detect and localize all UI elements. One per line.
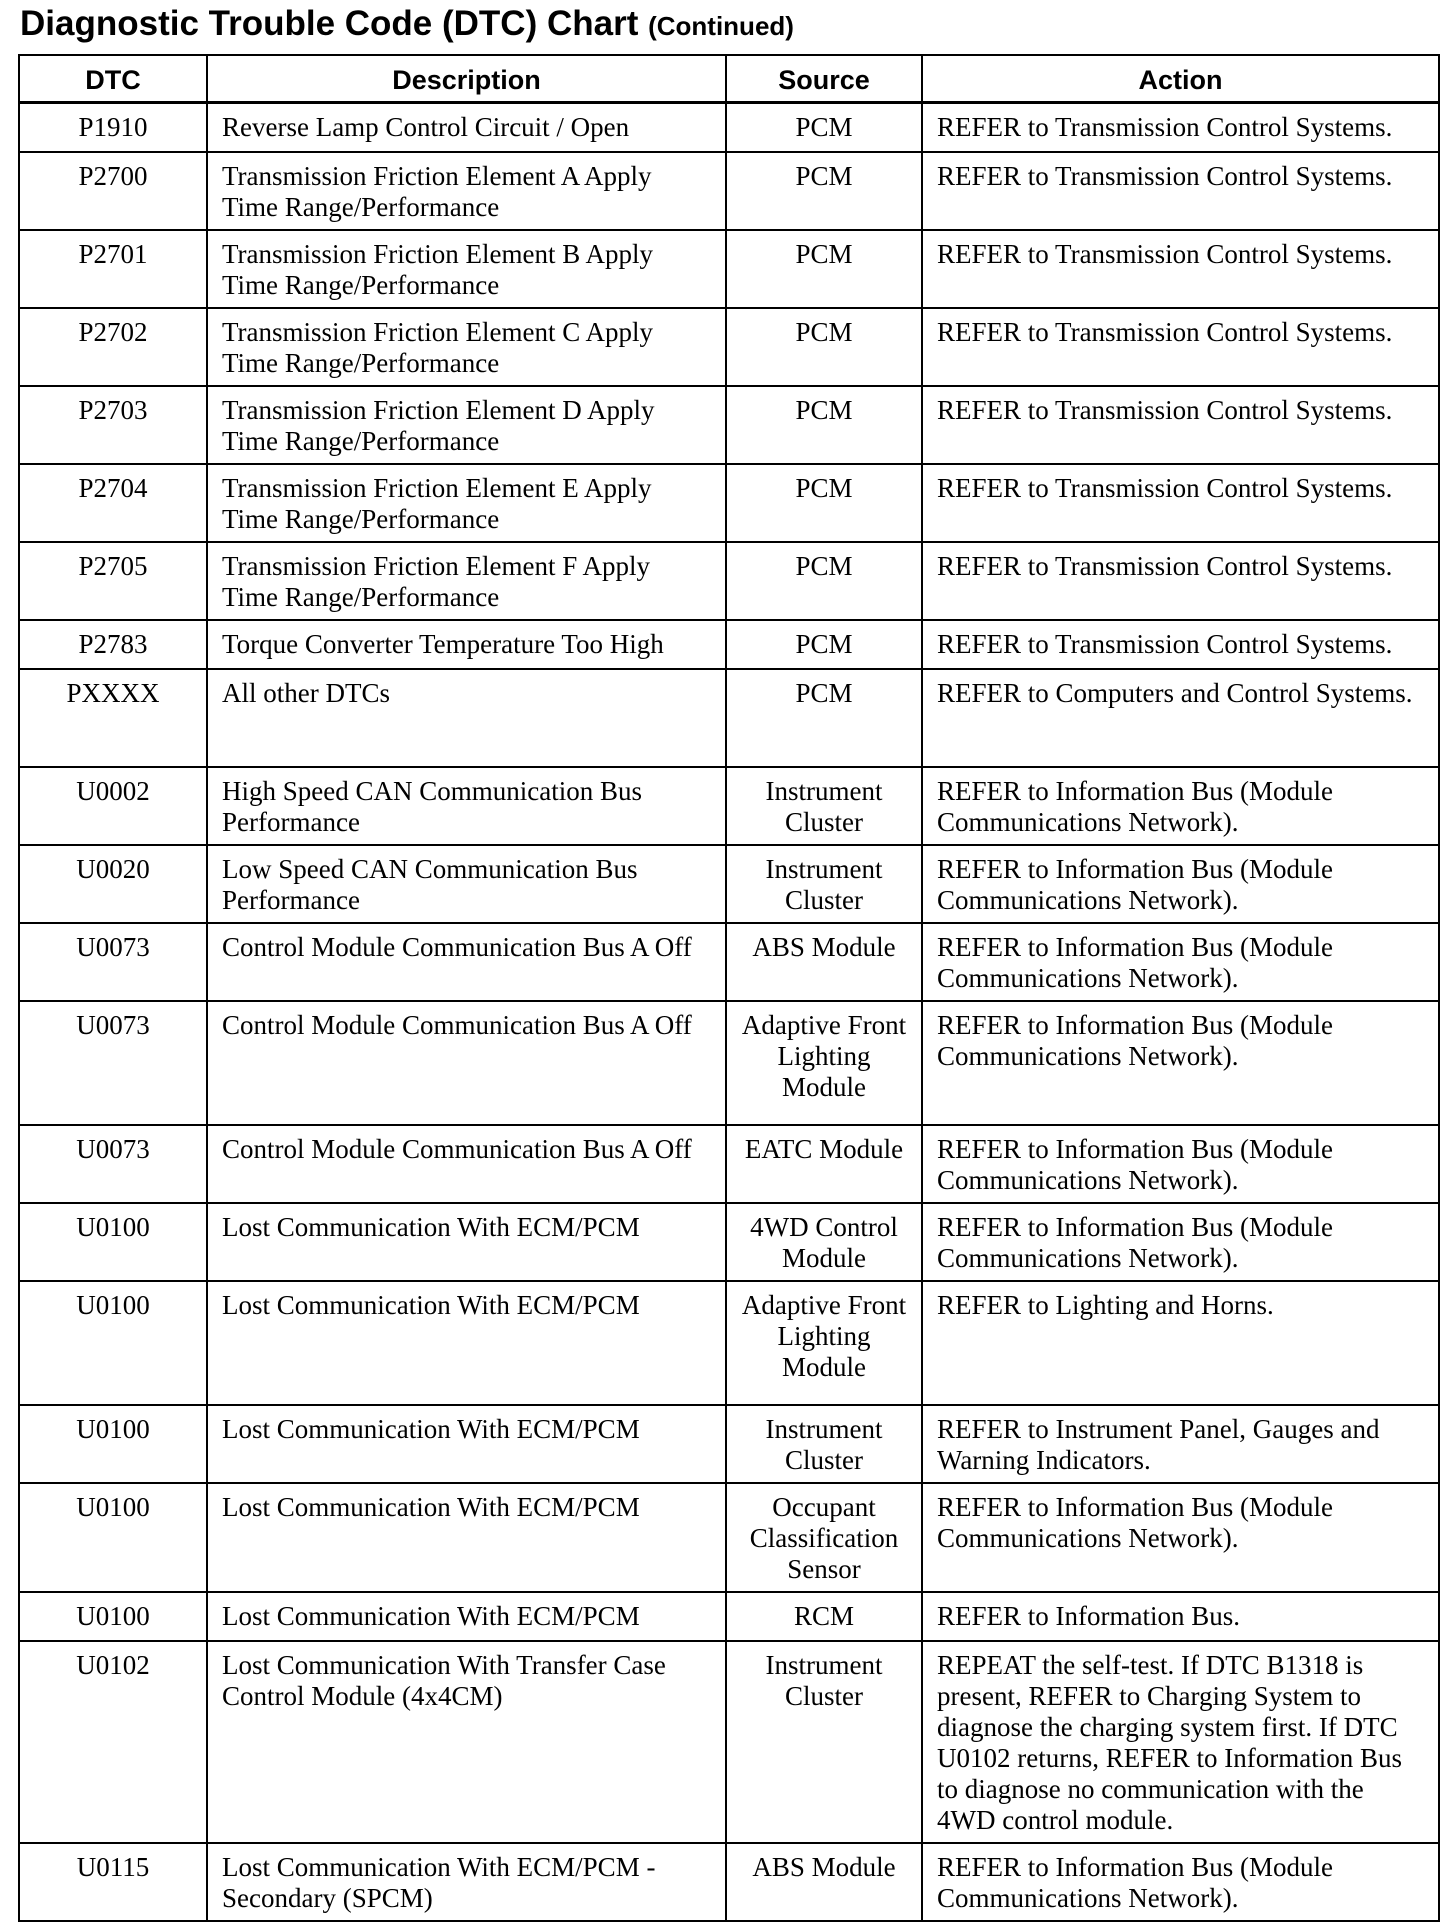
dtc-code: P2704 <box>19 464 207 542</box>
table-row <box>19 386 1439 464</box>
dtc-action: REFER to Lighting and Horns. <box>922 1281 1439 1405</box>
dtc-source: PCM <box>726 308 922 386</box>
dtc-source: ABS Module <box>726 923 922 1001</box>
dtc-description: Lost Communication With ECM/PCM <box>207 1281 726 1405</box>
dtc-action: REFER to Information Bus (Module Communications Network). <box>922 1125 1439 1203</box>
dtc-source: EATC Module <box>726 1125 922 1203</box>
dtc-code: U0073 <box>19 1125 207 1203</box>
dtc-action: REFER to Information Bus (Module Communications Network). <box>922 767 1439 845</box>
dtc-description: High Speed CAN Communication Bus Performance <box>207 767 726 845</box>
dtc-code: U0020 <box>19 845 207 923</box>
dtc-description: Lost Communication With ECM/PCM <box>207 1203 726 1281</box>
dtc-code: U0100 <box>19 1405 207 1483</box>
dtc-code: P2703 <box>19 386 207 464</box>
header-source: Source <box>726 55 922 103</box>
dtc-description: Reverse Lamp Control Circuit / Open <box>207 103 726 153</box>
dtc-code: U0100 <box>19 1483 207 1592</box>
dtc-code: P2702 <box>19 308 207 386</box>
page-title <box>20 4 794 44</box>
dtc-action: REFER to Information Bus. <box>922 1592 1439 1641</box>
dtc-action: REFER to Information Bus (Module Communications Network). <box>922 845 1439 923</box>
dtc-code: U0102 <box>19 1641 207 1843</box>
dtc-description: All other DTCs <box>207 669 726 767</box>
dtc-action: REFER to Instrument Panel, Gauges and Warning Indicators. <box>922 1405 1439 1483</box>
dtc-code: P2705 <box>19 542 207 620</box>
dtc-action: REFER to Transmission Control Systems. <box>922 152 1439 230</box>
dtc-description: Transmission Friction Element A Apply Time Range/Performance <box>207 152 726 230</box>
table-row <box>19 230 1439 308</box>
dtc-code: P2700 <box>19 152 207 230</box>
dtc-source: Instrument Cluster <box>726 1641 922 1843</box>
dtc-action: REFER to Transmission Control Systems. <box>922 464 1439 542</box>
dtc-source: PCM <box>726 464 922 542</box>
dtc-source: Adaptive Front Lighting Module <box>726 1001 922 1125</box>
table-row <box>19 1405 1439 1483</box>
title-suffix: (Continued) <box>648 11 794 41</box>
table-row <box>19 308 1439 386</box>
dtc-source: PCM <box>726 620 922 669</box>
dtc-code: U0100 <box>19 1203 207 1281</box>
dtc-description: Control Module Communication Bus A Off <box>207 1125 726 1203</box>
dtc-code: P1910 <box>19 103 207 153</box>
dtc-action: REFER to Transmission Control Systems. <box>922 542 1439 620</box>
dtc-source: PCM <box>726 669 922 767</box>
dtc-action: REFER to Transmission Control Systems. <box>922 103 1439 153</box>
table-row <box>19 1641 1439 1843</box>
dtc-source: RCM <box>726 1592 922 1641</box>
header-description: Description <box>207 55 726 103</box>
dtc-source: ABS Module <box>726 1843 922 1921</box>
dtc-description: Control Module Communication Bus A Off <box>207 1001 726 1125</box>
dtc-code: U0100 <box>19 1281 207 1405</box>
table-row <box>19 767 1439 845</box>
dtc-source: Instrument Cluster <box>726 1405 922 1483</box>
table-row <box>19 152 1439 230</box>
table-row <box>19 1125 1439 1203</box>
dtc-action: REFER to Transmission Control Systems. <box>922 230 1439 308</box>
table-row <box>19 1592 1439 1641</box>
dtc-code: U0073 <box>19 1001 207 1125</box>
table-row <box>19 1001 1439 1125</box>
dtc-description: Torque Converter Temperature Too High <box>207 620 726 669</box>
table-row <box>19 464 1439 542</box>
dtc-table <box>18 54 1440 1922</box>
table-row <box>19 1843 1439 1921</box>
dtc-source: Occupant Classification Sensor <box>726 1483 922 1592</box>
dtc-description: Transmission Friction Element C Apply Time Range/Performance <box>207 308 726 386</box>
header-dtc: DTC <box>19 55 207 103</box>
dtc-description: Control Module Communication Bus A Off <box>207 923 726 1001</box>
table-header-row <box>19 55 1439 103</box>
dtc-source: PCM <box>726 152 922 230</box>
dtc-action: REFER to Computers and Control Systems. <box>922 669 1439 767</box>
table-row <box>19 923 1439 1001</box>
dtc-source: PCM <box>726 230 922 308</box>
dtc-code: U0100 <box>19 1592 207 1641</box>
table-body <box>19 103 1439 1922</box>
dtc-description: Lost Communication With Transfer Case Control Module (4x4CM) <box>207 1641 726 1843</box>
dtc-source: PCM <box>726 386 922 464</box>
dtc-code: P2783 <box>19 620 207 669</box>
dtc-code: PXXXX <box>19 669 207 767</box>
dtc-source: Adaptive Front Lighting Module <box>726 1281 922 1405</box>
dtc-code: U0073 <box>19 923 207 1001</box>
dtc-action: REFER to Information Bus (Module Communications Network). <box>922 1843 1439 1921</box>
dtc-action: REFER to Transmission Control Systems. <box>922 620 1439 669</box>
dtc-code: U0115 <box>19 1843 207 1921</box>
table-row <box>19 1281 1439 1405</box>
title-text: Diagnostic Trouble Code (DTC) Chart <box>20 4 639 43</box>
dtc-source: Instrument Cluster <box>726 767 922 845</box>
dtc-code: P2701 <box>19 230 207 308</box>
dtc-action: REFER to Transmission Control Systems. <box>922 386 1439 464</box>
dtc-description: Transmission Friction Element D Apply Time Range/Performance <box>207 386 726 464</box>
dtc-description: Lost Communication With ECM/PCM <box>207 1592 726 1641</box>
table-row <box>19 542 1439 620</box>
table-row <box>19 103 1439 153</box>
dtc-action: REFER to Information Bus (Module Communications Network). <box>922 1203 1439 1281</box>
dtc-description: Transmission Friction Element E Apply Time Range/Performance <box>207 464 726 542</box>
table-row <box>19 620 1439 669</box>
header-action: Action <box>922 55 1439 103</box>
dtc-source: 4WD Control Module <box>726 1203 922 1281</box>
dtc-description: Low Speed CAN Communication Bus Performance <box>207 845 726 923</box>
dtc-code: U0002 <box>19 767 207 845</box>
dtc-description: Lost Communication With ECM/PCM - Secondary (SPCM) <box>207 1843 726 1921</box>
dtc-description: Lost Communication With ECM/PCM <box>207 1483 726 1592</box>
dtc-source: PCM <box>726 103 922 153</box>
dtc-action: REFER to Information Bus (Module Communications Network). <box>922 1483 1439 1592</box>
dtc-description: Lost Communication With ECM/PCM <box>207 1405 726 1483</box>
dtc-action: REPEAT the self-test. If DTC B1318 is present, REFER to Charging System to diagnose the charging system first. If DTC U0102 returns, REFER to Information Bus to diagnose no communication with the 4WD control module. <box>922 1641 1439 1843</box>
table-row <box>19 669 1439 767</box>
dtc-description: Transmission Friction Element F Apply Time Range/Performance <box>207 542 726 620</box>
dtc-action: REFER to Information Bus (Module Communications Network). <box>922 923 1439 1001</box>
table-row <box>19 1203 1439 1281</box>
dtc-action: REFER to Transmission Control Systems. <box>922 308 1439 386</box>
dtc-source: Instrument Cluster <box>726 845 922 923</box>
dtc-action: REFER to Information Bus (Module Communications Network). <box>922 1001 1439 1125</box>
table-row <box>19 1483 1439 1592</box>
dtc-description: Transmission Friction Element B Apply Time Range/Performance <box>207 230 726 308</box>
dtc-source: PCM <box>726 542 922 620</box>
table-row <box>19 845 1439 923</box>
